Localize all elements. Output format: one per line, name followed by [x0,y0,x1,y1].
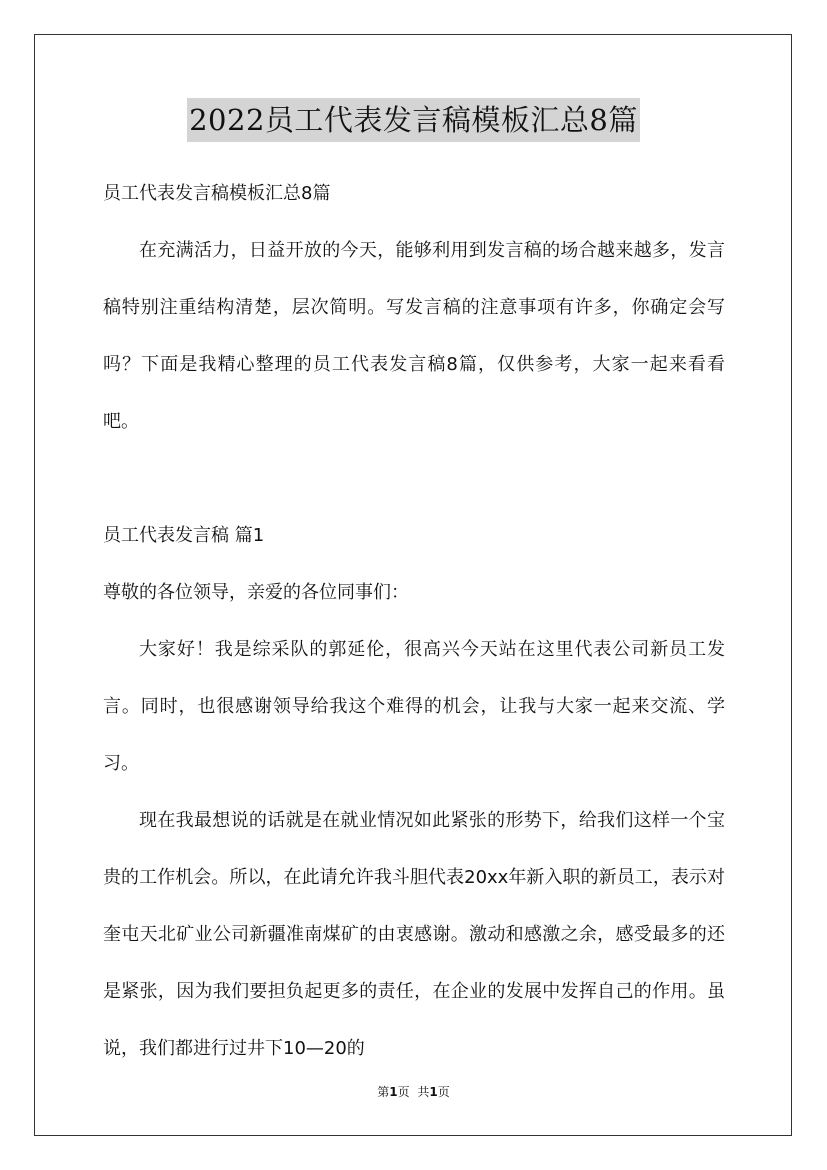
title-container [0,98,827,142]
intro-paragraph: 在充满活力，日益开放的今天，能够利用到发言稿的场合越来越多，发言稿特别注重结构清楚，层次简明。写发言稿的注意事项有许多，你确定会写吗？下面是我精心整理的员工代表发言稿8篇，仅供参考，大家一起来看看吧。 [103,240,725,432]
section-heading: 员工代表发言稿 篇1 [103,525,265,546]
salutation: 尊敬的各位领导，亲爱的各位同事们： [103,582,409,603]
footer-page-prefix: 第 [377,1085,390,1099]
page-footer [0,1083,827,1100]
document-title: 2022员工代表发言稿模板汇总8篇 [187,98,640,142]
body-paragraph-1: 大家好！我是综采队的郭延伦，很高兴今天站在这里代表公司新员工发言。同时，也很感谢领导给我这个难得的机会，让我与大家一起来交流、学习。 [103,639,725,774]
footer-total-prefix: 共 [417,1085,430,1099]
footer-total-suffix: 页 [437,1085,450,1099]
body-paragraph-2: 现在我最想说的话就是在就业情况如此紧张的形势下，给我们这样一个宝贵的工作机会。所以，在此请允许我斗胆代表20xx年新入职的新员工，表示对奎屯天北矿业公司新疆准南煤矿的由衷感谢。激动和感激之余，感受最多的还是紧张，因为我们要担负起更多的责任，在企业的发展中发挥自己的作用。虽说，我们都进行过井下10—20的 [103,810,725,1059]
document-body [103,165,725,1077]
footer-page-number: 1 [389,1085,398,1099]
footer-total-number: 1 [429,1085,438,1099]
footer-page-suffix: 页 [397,1085,410,1099]
document-subtitle: 员工代表发言稿模板汇总8篇 [103,183,331,204]
section-gap [103,450,725,507]
